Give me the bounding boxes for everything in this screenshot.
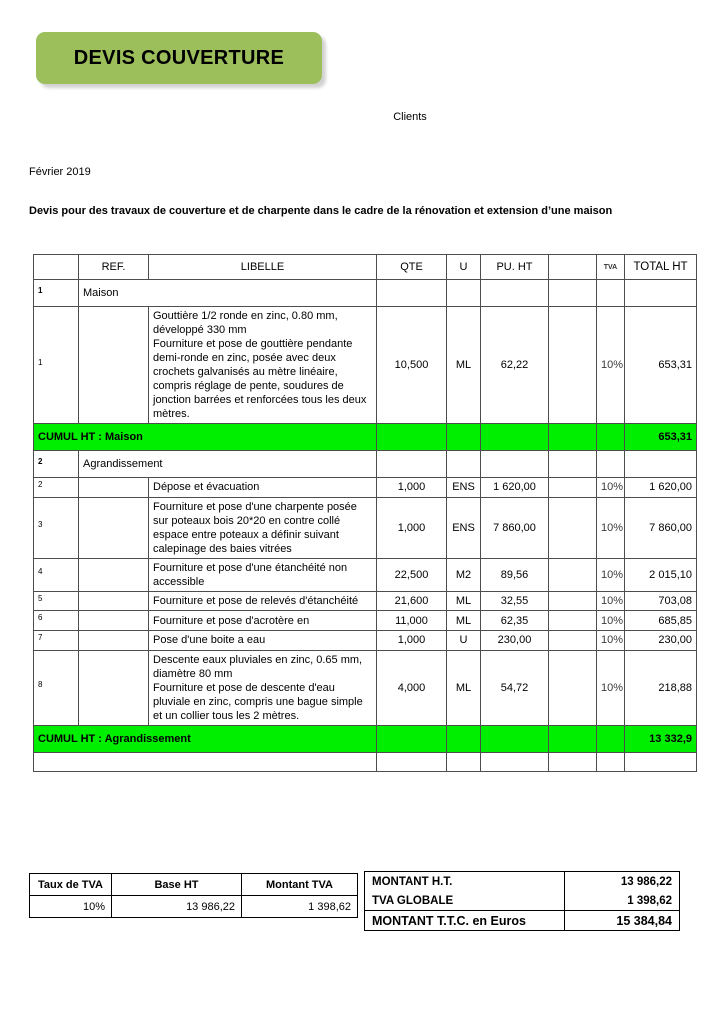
tva-summary-table — [29, 873, 358, 918]
section-empty-cell — [447, 451, 481, 478]
empty-cell — [447, 752, 481, 771]
item-number — [34, 650, 79, 725]
item-total-ht: 703,08 — [625, 591, 697, 611]
item-qte: 21,600 — [377, 591, 447, 611]
item-blank — [549, 307, 597, 424]
cumul-total-value: 13 332,9 — [625, 725, 697, 752]
grand-totals-table — [364, 871, 680, 931]
item-number-sup: 8 — [38, 680, 43, 690]
cumul-total-value: 653,31 — [625, 424, 697, 451]
section-number-sup: 1 — [38, 285, 43, 295]
tva-header-rate: Taux de TVA — [30, 874, 112, 896]
section-empty-cell — [549, 451, 597, 478]
quote-table-header — [34, 255, 697, 280]
table-header-row — [34, 255, 697, 280]
grand-totals-container — [364, 871, 680, 931]
item-qte: 4,000 — [377, 650, 447, 725]
item-tva: 10% — [597, 591, 625, 611]
section-number — [34, 280, 79, 307]
item-unit: ENS — [447, 478, 481, 498]
item-tva: 10% — [597, 478, 625, 498]
item-number — [34, 307, 79, 424]
col-header-num — [34, 255, 79, 280]
item-qte: 1,000 — [377, 478, 447, 498]
tva-row-amount: 1 398,62 — [242, 896, 358, 918]
item-unit: U — [447, 630, 481, 650]
cumul-empty-cell — [481, 424, 549, 451]
tva-row-base: 13 986,22 — [112, 896, 242, 918]
item-libelle: Gouttière 1/2 ronde en zinc, 0.80 mm, développé 330 mm Fourniture et pose de gouttière pendante demi-ronde en zinc, posée avec deux crochets galvanisés au mètre linéaire, compris réglage de pente, soudures de jonction barrées et renforcées tous les deux mètres. — [149, 307, 377, 424]
item-libelle: Fourniture et pose d'une étanchéité non accessible — [149, 558, 377, 591]
empty-cell — [625, 752, 697, 771]
item-qte: 1,000 — [377, 630, 447, 650]
item-number-sup: 7 — [38, 632, 43, 642]
section-empty-cell — [597, 280, 625, 307]
item-total-ht: 230,00 — [625, 630, 697, 650]
cumul-empty-cell — [597, 424, 625, 451]
table-row — [34, 630, 697, 650]
item-number — [34, 630, 79, 650]
cumul-label: CUMUL HT : Maison — [34, 424, 377, 451]
item-total-ht: 218,88 — [625, 650, 697, 725]
col-header-pu-ht: PU. HT — [481, 255, 549, 280]
item-total-ht: 685,85 — [625, 611, 697, 631]
item-unit: ML — [447, 591, 481, 611]
cumul-empty-cell — [549, 424, 597, 451]
section-title: Maison — [79, 280, 377, 307]
section-empty-cell — [549, 280, 597, 307]
item-tva: 10% — [597, 611, 625, 631]
tva-summary-header-row — [30, 874, 358, 896]
item-ref — [79, 478, 149, 498]
item-unit: ENS — [447, 497, 481, 558]
section-empty-cell — [481, 451, 549, 478]
table-row — [34, 591, 697, 611]
cumul-empty-cell — [549, 725, 597, 752]
col-header-tva: TVA — [597, 255, 625, 280]
cumul-empty-cell — [447, 424, 481, 451]
section-empty-cell — [481, 280, 549, 307]
item-number-sup: 1 — [38, 357, 43, 367]
tva-summary-container — [29, 873, 358, 918]
col-header-total-ht: TOTAL HT — [625, 255, 697, 280]
item-tva: 10% — [597, 650, 625, 725]
document-title-banner — [36, 32, 322, 84]
item-pu-ht: 1 620,00 — [481, 478, 549, 498]
item-number — [34, 611, 79, 631]
item-number — [34, 497, 79, 558]
item-number-sup: 6 — [38, 613, 43, 623]
item-libelle: Fourniture et pose de relevés d'étanchéité — [149, 591, 377, 611]
tva-globale-value: 1 398,62 — [565, 891, 680, 911]
table-trailing-empty-row — [34, 752, 697, 771]
item-ref — [79, 650, 149, 725]
section-number-sup: 2 — [38, 456, 43, 466]
item-ref — [79, 497, 149, 558]
section-number — [34, 451, 79, 478]
item-unit: ML — [447, 650, 481, 725]
item-number — [34, 591, 79, 611]
total-ht-label: MONTANT H.T. — [365, 872, 565, 892]
item-number-sup: 2 — [38, 480, 43, 489]
section-header-row — [34, 451, 697, 478]
item-pu-ht: 62,22 — [481, 307, 549, 424]
section-header-row — [34, 280, 697, 307]
item-libelle: Fourniture et pose d'une charpente posée sur poteaux bois 20*20 en contre collé espace entre poteaux a définir suivant calepinage des baies vitrées — [149, 497, 377, 558]
section-empty-cell — [625, 280, 697, 307]
col-header-u: U — [447, 255, 481, 280]
cumul-empty-cell — [377, 725, 447, 752]
item-number-sup: 4 — [38, 567, 43, 577]
item-pu-ht: 54,72 — [481, 650, 549, 725]
section-empty-cell — [377, 451, 447, 478]
total-ttc-label: MONTANT T.T.C. en Euros — [365, 911, 565, 931]
item-pu-ht: 89,56 — [481, 558, 549, 591]
item-pu-ht: 7 860,00 — [481, 497, 549, 558]
item-tva: 10% — [597, 497, 625, 558]
tva-globale-label: TVA GLOBALE — [365, 891, 565, 911]
item-number-sup: 3 — [38, 520, 43, 530]
empty-cell — [597, 752, 625, 771]
empty-cell — [481, 752, 549, 771]
table-row — [34, 497, 697, 558]
empty-cell — [377, 752, 447, 771]
item-number — [34, 478, 79, 498]
quote-table-body — [34, 280, 697, 772]
item-ref — [79, 591, 149, 611]
item-tva: 10% — [597, 307, 625, 424]
clients-label: Clients — [393, 111, 427, 123]
item-unit: ML — [447, 611, 481, 631]
item-ref — [79, 558, 149, 591]
item-pu-ht: 62,35 — [481, 611, 549, 631]
total-ttc-value: 15 384,84 — [565, 911, 680, 931]
item-total-ht: 653,31 — [625, 307, 697, 424]
col-header-libelle: LIBELLE — [149, 255, 377, 280]
item-blank — [549, 650, 597, 725]
tva-summary-body — [30, 896, 358, 918]
total-ht-row — [365, 872, 680, 892]
item-number — [34, 558, 79, 591]
item-ref — [79, 611, 149, 631]
col-header-qte: QTE — [377, 255, 447, 280]
document-date: Février 2019 — [29, 166, 91, 178]
tva-summary-row — [30, 896, 358, 918]
table-row — [34, 650, 697, 725]
item-ref — [79, 630, 149, 650]
table-row — [34, 478, 697, 498]
quote-table — [33, 254, 697, 772]
item-libelle: Pose d'une boite a eau — [149, 630, 377, 650]
item-unit: ML — [447, 307, 481, 424]
item-total-ht: 7 860,00 — [625, 497, 697, 558]
item-qte: 22,500 — [377, 558, 447, 591]
col-header-blank — [549, 255, 597, 280]
cumul-label: CUMUL HT : Agrandissement — [34, 725, 377, 752]
item-qte: 11,000 — [377, 611, 447, 631]
item-tva: 10% — [597, 558, 625, 591]
section-empty-cell — [447, 280, 481, 307]
section-empty-cell — [597, 451, 625, 478]
item-qte: 1,000 — [377, 497, 447, 558]
cumul-empty-cell — [377, 424, 447, 451]
col-header-ref: REF. — [79, 255, 149, 280]
item-blank — [549, 611, 597, 631]
total-ttc-row — [365, 911, 680, 931]
item-total-ht: 1 620,00 — [625, 478, 697, 498]
item-blank — [549, 591, 597, 611]
page-title: DEVIS COUVERTURE — [73, 46, 285, 69]
item-blank — [549, 630, 597, 650]
cumul-empty-cell — [447, 725, 481, 752]
section-empty-cell — [625, 451, 697, 478]
item-blank — [549, 478, 597, 498]
item-unit: M2 — [447, 558, 481, 591]
empty-cell — [549, 752, 597, 771]
cumul-empty-cell — [597, 725, 625, 752]
item-total-ht: 2 015,10 — [625, 558, 697, 591]
item-tva: 10% — [597, 630, 625, 650]
table-row — [34, 611, 697, 631]
item-libelle: Dépose et évacuation — [149, 478, 377, 498]
document-subject: Devis pour des travaux de couverture et de charpente dans le cadre de la rénovation et extension d’une maison — [29, 205, 613, 217]
item-ref — [79, 307, 149, 424]
cumul-row — [34, 725, 697, 752]
tva-globale-row — [365, 891, 680, 911]
tva-header-base: Base HT — [112, 874, 242, 896]
table-row — [34, 307, 697, 424]
item-blank — [549, 497, 597, 558]
item-qte: 10,500 — [377, 307, 447, 424]
item-number-sup: 5 — [38, 593, 43, 603]
table-row — [34, 558, 697, 591]
item-libelle: Descente eaux pluviales en zinc, 0.65 mm, diamètre 80 mm Fourniture et pose de descente d'eau pluviale en zinc, compris une bague simple et un collier tous les 2 mètres. — [149, 650, 377, 725]
item-libelle: Fourniture et pose d'acrotère en — [149, 611, 377, 631]
item-blank — [549, 558, 597, 591]
cumul-row — [34, 424, 697, 451]
section-empty-cell — [377, 280, 447, 307]
tva-row-rate: 10% — [30, 896, 112, 918]
section-title: Agrandissement — [79, 451, 377, 478]
total-ht-value: 13 986,22 — [565, 872, 680, 892]
item-pu-ht: 32,55 — [481, 591, 549, 611]
quote-table-container — [33, 254, 692, 772]
cumul-empty-cell — [481, 725, 549, 752]
empty-cell — [34, 752, 377, 771]
tva-header-amount: Montant TVA — [242, 874, 358, 896]
item-pu-ht: 230,00 — [481, 630, 549, 650]
